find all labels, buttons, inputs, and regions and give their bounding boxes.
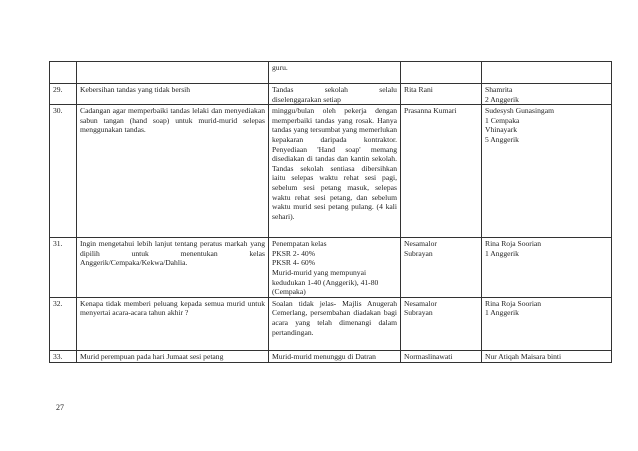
cell-raised-by: Sudesysh Gunasingam 1 Cempaka Vhinayark 5 Anggerik — [482, 105, 612, 238]
feedback-table — [49, 61, 612, 363]
cell-raised-by: Rina Roja Soorian 1 Anggerik — [482, 238, 612, 298]
cell-no — [50, 62, 77, 84]
cell-officer: Rita Rani — [401, 84, 482, 105]
cell-raised-by: Shamrita 2 Anggerik — [482, 84, 612, 105]
cell-issue: Kebersihan tandas yang tidak bersih — [77, 84, 269, 105]
cell-no: 29. — [50, 84, 77, 105]
cell-action: Penempatan kelas PKSR 2- 40% PKSR 4- 60% Murid-murid yang mempunyai kedudukan 1-40 (Anggerik), 41-80 (Cempaka) — [269, 238, 401, 298]
cell-issue: Kenapa tidak memberi peluang kepada semua murid untuk menyertai acara-acara tahun akhir ? — [77, 297, 269, 350]
cell-officer — [401, 62, 482, 84]
page-number: 27 — [56, 403, 64, 412]
cell-action: minggu/bulan oleh pekerja dengan memperbaiki tandas yang rosak. Hanya tandas yang tersumbat yang memerlukan kepakaran daripada kontraktor. Penyediaan 'Hand soap' memang disediakan di tandas dan kantin sekolah. Tandas sekolah sentiasa dibersihkan iaitu selepas waktu rehat sesi pagi, sebelum sesi petang masuk, selepas waktu rehat sesi petang, dan sebelum waktu murid sesi petang pulang. (4 kali sehari). — [269, 105, 401, 238]
cell-raised-by — [482, 62, 612, 84]
cell-action — [269, 84, 401, 105]
cell-officer: Normaslinawati — [401, 350, 482, 362]
cell-no: 30. — [50, 105, 77, 238]
cell-no: 31. — [50, 238, 77, 298]
table-row-29 — [50, 84, 612, 105]
table-row-32 — [50, 297, 612, 350]
cell-no: 33. — [50, 350, 77, 362]
table-row-33 — [50, 350, 612, 362]
table-row-continuation — [50, 62, 612, 84]
cell-issue — [77, 62, 269, 84]
table-row-31 — [50, 238, 612, 298]
cell-issue: Murid perempuan pada hari Jumaat sesi petang — [77, 350, 269, 362]
cell-issue: Ingin mengetahui lebih lanjut tentang peratus markah yang dipilih untuk menentukan kelas Anggerik/Cempaka/Kekwa/Dahlia. — [77, 238, 269, 298]
action-first-line: Tandas sekolah selalu — [272, 85, 397, 94]
cell-officer: Nesamalor Subrayan — [401, 238, 482, 298]
cell-action: Murid-murid menunggu di Datran — [269, 350, 401, 362]
cell-officer: Nesamalor Subrayan — [401, 297, 482, 350]
cell-action: Soalan tidak jelas- Majlis Anugerah Cemerlang, persembahan diadakan bagi acara yang telah dimenangi dalam pertandingan. — [269, 297, 401, 350]
cell-action: guru. — [269, 62, 401, 84]
cell-officer: Prasanna Kumari — [401, 105, 482, 238]
cell-issue: Cadangan agar memperbaiki tandas lelaki dan menyediakan sabun tangan (hand soap) untuk murid-murid selepas menggunakan tandas. — [77, 105, 269, 238]
cell-raised-by: Nur Atiqah Maisara binti — [482, 350, 612, 362]
table-row-30 — [50, 105, 612, 238]
cell-no: 32. — [50, 297, 77, 350]
cell-raised-by: Rina Roja Soorian 1 Anggerik — [482, 297, 612, 350]
action-second-line: diselenggarakan setiap — [272, 94, 341, 104]
